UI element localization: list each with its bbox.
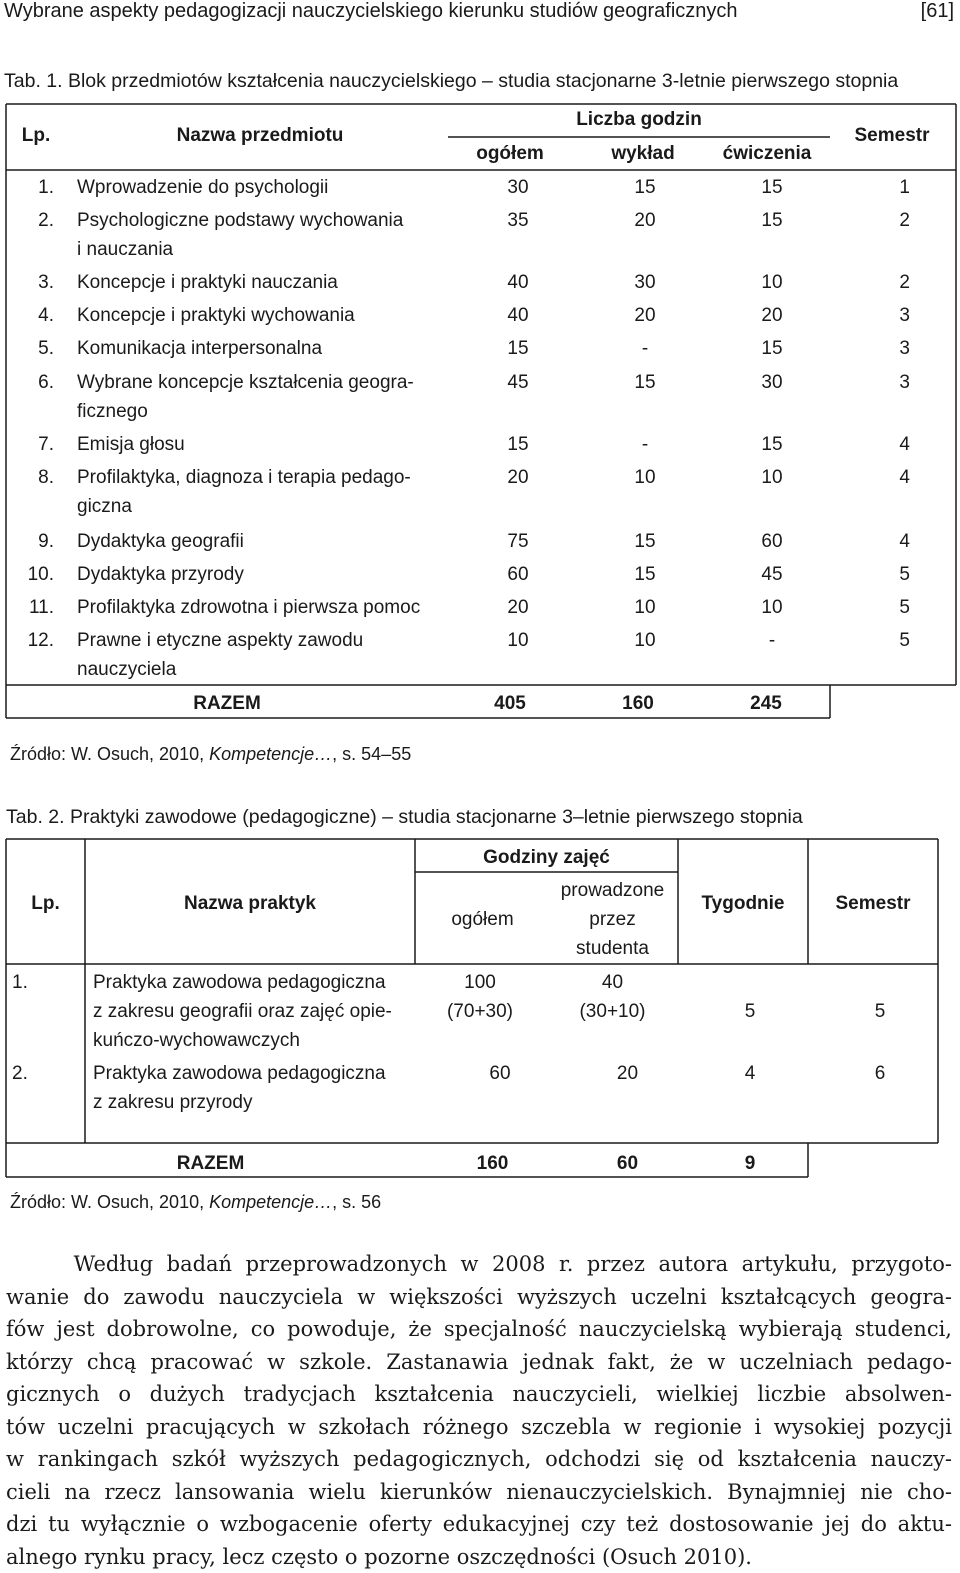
t1-row-name: Psychologiczne podstawy wychowania i nauczania bbox=[77, 206, 403, 264]
t1-row-lp: 11. bbox=[6, 593, 54, 622]
t2-header-total: ogółem bbox=[430, 906, 535, 933]
t1-row-name: Koncepcje i praktyki nauczania bbox=[77, 268, 338, 297]
t1-total-total: 405 bbox=[460, 690, 560, 717]
t1-row-lecture: 15 bbox=[595, 173, 695, 202]
t1-row-name: Dydaktyka geografii bbox=[77, 527, 244, 556]
t1-row-name: Profilaktyka, diagnoza i terapia pedago- giczna bbox=[77, 463, 411, 521]
t1-row-total: 45 bbox=[468, 368, 568, 397]
paragraph-line: tów uczelni pracujących w szkołach różnego szczebla w regionie i wysokiej pozycji bbox=[6, 1411, 952, 1444]
t1-row-semester: 2 bbox=[860, 206, 910, 235]
t1-row-total: 40 bbox=[468, 268, 568, 297]
t1-row-exercises: 30 bbox=[722, 368, 822, 397]
t1-row-semester: 4 bbox=[860, 527, 910, 556]
t1-row-semester: 2 bbox=[860, 268, 910, 297]
t1-row-exercises: 15 bbox=[722, 173, 822, 202]
t1-row-lp: 3. bbox=[6, 268, 54, 297]
t2-header-name: Nazwa praktyk bbox=[85, 890, 415, 917]
t1-row-total: 10 bbox=[468, 626, 568, 655]
t1-header-exercises: ćwiczenia bbox=[712, 140, 822, 167]
t2-row2-name: Praktyka zawodowa pedagogiczna z zakresu przyrody bbox=[93, 1059, 386, 1117]
t1-row-exercises: 60 bbox=[722, 527, 822, 556]
t1-row-exercises: - bbox=[722, 626, 822, 655]
t1-row-name: Dydaktyka przyrody bbox=[77, 560, 244, 589]
t1-row-semester: 3 bbox=[860, 368, 910, 397]
table1-caption: Tab. 1. Blok przedmiotów kształcenia nauczycielskiego – studia stacjonarne 3-letnie pierwszego stopnia bbox=[4, 70, 898, 93]
t2-total-total: 160 bbox=[440, 1150, 545, 1177]
page-number: [61] bbox=[921, 0, 954, 23]
t2-row2-lp: 2. bbox=[12, 1059, 28, 1088]
t1-row-lecture: 15 bbox=[595, 527, 695, 556]
t1-row-exercises: 20 bbox=[722, 301, 822, 330]
t2-total-label: RAZEM bbox=[6, 1150, 415, 1177]
t1-header-total: ogółem bbox=[460, 140, 560, 167]
t1-row-semester: 5 bbox=[860, 593, 910, 622]
t2-header-semester: Semestr bbox=[808, 890, 938, 917]
t1-row-lecture: 15 bbox=[595, 560, 695, 589]
t2-header-weeks: Tygodnie bbox=[678, 890, 808, 917]
body-paragraph bbox=[6, 1248, 952, 1573]
paragraph-line: cieli na rzecz lansowania wielu kierunków nienauczycielskich. Bynajmniej nie cho- bbox=[6, 1476, 952, 1509]
t1-row-lp: 7. bbox=[6, 430, 54, 459]
t1-row-exercises: 10 bbox=[722, 593, 822, 622]
running-header-title: Wybrane aspekty pedagogizacji nauczycielskiego kierunku studiów geograficznych bbox=[4, 0, 738, 23]
t1-row-semester: 1 bbox=[860, 173, 910, 202]
t1-header-lp: Lp. bbox=[8, 106, 64, 166]
t1-row-lp: 10. bbox=[6, 560, 54, 589]
t1-row-semester: 3 bbox=[860, 334, 910, 363]
t1-total-label: RAZEM bbox=[6, 690, 448, 717]
t1-row-name: Koncepcje i praktyki wychowania bbox=[77, 301, 355, 330]
t1-row-lecture: 10 bbox=[595, 626, 695, 655]
t2-header-lp: Lp. bbox=[6, 890, 85, 917]
paragraph-line: gicznych o dużych tradycjach kształcenia nauczycieli, wielkiej liczbie absolwen- bbox=[6, 1378, 952, 1411]
table2-caption: Tab. 2. Praktyki zawodowe (pedagogiczne) – studia stacjonarne 3–letnie pierwszego stopnia bbox=[6, 806, 803, 829]
t2-total-weeks: 9 bbox=[700, 1150, 800, 1177]
t2-header-hours: Godziny zajęć bbox=[415, 844, 678, 871]
t1-row-total: 35 bbox=[468, 206, 568, 235]
t1-row-lecture: 10 bbox=[595, 463, 695, 492]
t1-header-semester: Semestr bbox=[830, 106, 954, 166]
t1-row-lecture: 20 bbox=[595, 206, 695, 235]
t1-row-name: Wprowadzenie do psychologii bbox=[77, 173, 328, 202]
t1-row-lecture: - bbox=[595, 430, 695, 459]
t1-row-exercises: 15 bbox=[722, 206, 822, 235]
t2-header-led: prowadzone przez studenta bbox=[555, 876, 670, 963]
paragraph-line: dzi tu wyłącznie o wzbogacenie oferty edukacyjnej czy też dostosowanie jej do aktu- bbox=[6, 1508, 952, 1541]
t1-row-name: Komunikacja interpersonalna bbox=[77, 334, 322, 363]
t1-row-lp: 1. bbox=[6, 173, 54, 202]
t1-row-name: Emisja głosu bbox=[77, 430, 185, 459]
t1-row-total: 15 bbox=[468, 334, 568, 363]
t1-header-hours: Liczba godzin bbox=[448, 106, 830, 133]
t1-row-total: 15 bbox=[468, 430, 568, 459]
t1-row-exercises: 10 bbox=[722, 463, 822, 492]
t2-row2-total: 60 bbox=[445, 1059, 555, 1088]
table1-source: Źródło: W. Osuch, 2010, Kompetencje…, s. 54–55 bbox=[10, 744, 411, 765]
t1-row-name: Wybrane koncepcje kształcenia geogra- ficznego bbox=[77, 368, 414, 426]
t1-row-lp: 4. bbox=[6, 301, 54, 330]
t2-row2-semester: 6 bbox=[830, 1059, 930, 1088]
t2-total-led: 60 bbox=[570, 1150, 685, 1177]
t1-row-exercises: 10 bbox=[722, 268, 822, 297]
paragraph-line: Według badań przeprowadzonych w 2008 r. przez autora artykułu, przygoto- bbox=[6, 1248, 952, 1281]
t1-row-semester: 3 bbox=[860, 301, 910, 330]
t1-row-total: 40 bbox=[468, 301, 568, 330]
t1-row-lp: 6. bbox=[6, 368, 54, 397]
t1-header-lecture: wykład bbox=[588, 140, 698, 167]
t1-row-total: 60 bbox=[468, 560, 568, 589]
t1-row-lecture: 15 bbox=[595, 368, 695, 397]
t2-row1-total: 100 (70+30) bbox=[425, 968, 535, 1026]
t1-row-lecture: 30 bbox=[595, 268, 695, 297]
t1-row-name: Profilaktyka zdrowotna i pierwsza pomoc bbox=[77, 593, 420, 622]
t1-row-lp: 2. bbox=[6, 206, 54, 235]
t1-row-exercises: 15 bbox=[722, 430, 822, 459]
t1-row-total: 30 bbox=[468, 173, 568, 202]
t1-total-exercises: 245 bbox=[716, 690, 816, 717]
paragraph-line: którzy chcą pracować w szkole. Zastanawia jednak fakt, że w uczelniach pedago- bbox=[6, 1346, 952, 1379]
t2-row1-semester: 5 bbox=[830, 997, 930, 1026]
table2-source: Źródło: W. Osuch, 2010, Kompetencje…, s. 56 bbox=[10, 1192, 381, 1213]
t1-row-lecture: - bbox=[595, 334, 695, 363]
t1-row-exercises: 15 bbox=[722, 334, 822, 363]
t1-header-name: Nazwa przedmiotu bbox=[70, 106, 450, 166]
t2-row1-led: 40 (30+10) bbox=[555, 968, 670, 1026]
t1-row-total: 75 bbox=[468, 527, 568, 556]
t1-row-total: 20 bbox=[468, 463, 568, 492]
t1-row-lp: 5. bbox=[6, 334, 54, 363]
paragraph-line: fów jest dobrowolne, co powoduje, że specjalność nauczycielską wybierają studenci, bbox=[6, 1313, 952, 1346]
t1-row-lecture: 20 bbox=[595, 301, 695, 330]
t1-row-semester: 5 bbox=[860, 626, 910, 655]
t1-total-lecture: 160 bbox=[588, 690, 688, 717]
t1-row-lp: 9. bbox=[6, 527, 54, 556]
t2-row2-weeks: 4 bbox=[700, 1059, 800, 1088]
t2-row1-name: Praktyka zawodowa pedagogiczna z zakresu geografii oraz zajęć opie- kuńczo-wychowawczych bbox=[93, 968, 392, 1055]
t1-row-lecture: 10 bbox=[595, 593, 695, 622]
t2-row1-weeks: 5 bbox=[700, 997, 800, 1026]
t1-row-semester: 5 bbox=[860, 560, 910, 589]
paragraph-line: wanie do zawodu nauczyciela w większości wyższych uczelni kształcących geogra- bbox=[6, 1281, 952, 1314]
paragraph-line: alnego rynku pracy, lecz często o pozorne oszczędności (Osuch 2010). bbox=[6, 1541, 952, 1573]
t1-row-lp: 8. bbox=[6, 463, 54, 492]
t1-row-total: 20 bbox=[468, 593, 568, 622]
t1-row-exercises: 45 bbox=[722, 560, 822, 589]
t2-row1-lp: 1. bbox=[12, 968, 28, 997]
t1-row-name: Prawne i etyczne aspekty zawodu nauczyciela bbox=[77, 626, 363, 684]
t1-row-lp: 12. bbox=[6, 626, 54, 655]
t1-row-semester: 4 bbox=[860, 430, 910, 459]
t2-row2-led: 20 bbox=[570, 1059, 685, 1088]
paragraph-line: w rankingach szkół wyższych pedagogicznych, odchodzi się od kształcenia nauczy- bbox=[6, 1443, 952, 1476]
t1-row-semester: 4 bbox=[860, 463, 910, 492]
